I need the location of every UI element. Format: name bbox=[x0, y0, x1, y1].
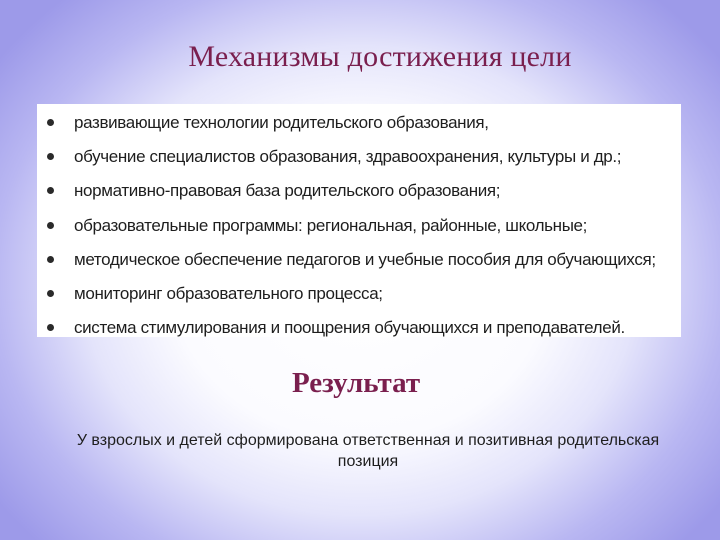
list-item bbox=[37, 316, 681, 350]
list-item-text: методическое обеспечение педагогов и учебные пособия для обучающихся; bbox=[74, 249, 656, 269]
slide-title: Механизмы достижения цели bbox=[188, 40, 572, 73]
list-item bbox=[37, 145, 681, 179]
mechanisms-box bbox=[37, 104, 681, 337]
list-item-text: нормативно-правовая база родительского образования; bbox=[74, 181, 501, 201]
list-item bbox=[37, 179, 681, 213]
mechanisms-list bbox=[37, 111, 681, 350]
bullet-icon bbox=[47, 256, 54, 263]
bullet-icon bbox=[47, 324, 54, 331]
list-item-text: система стимулирования и поощрения обучающихся и преподавателей. bbox=[74, 318, 625, 338]
list-item bbox=[37, 282, 681, 316]
list-item bbox=[37, 214, 681, 248]
list-item bbox=[37, 111, 681, 145]
list-item-text: образовательные программы: региональная, районные, школьные; bbox=[74, 215, 588, 235]
list-item-text: обучение специалистов образования, здравоохранения, культуры и др.; bbox=[74, 147, 622, 167]
list-item bbox=[37, 248, 681, 282]
bullet-icon bbox=[47, 187, 54, 194]
bullet-icon bbox=[47, 119, 54, 126]
list-item-text: мониторинг образовательного процесса; bbox=[74, 283, 383, 303]
list-item-text: развивающие технологии родительского образования, bbox=[74, 113, 489, 132]
result-heading: Результат bbox=[291, 367, 421, 399]
result-text: У взрослых и детей сформирована ответственная и позитивная родительская позиция bbox=[76, 432, 660, 470]
bullet-icon bbox=[47, 153, 54, 160]
bullet-icon bbox=[47, 290, 54, 297]
bullet-icon bbox=[47, 222, 54, 229]
